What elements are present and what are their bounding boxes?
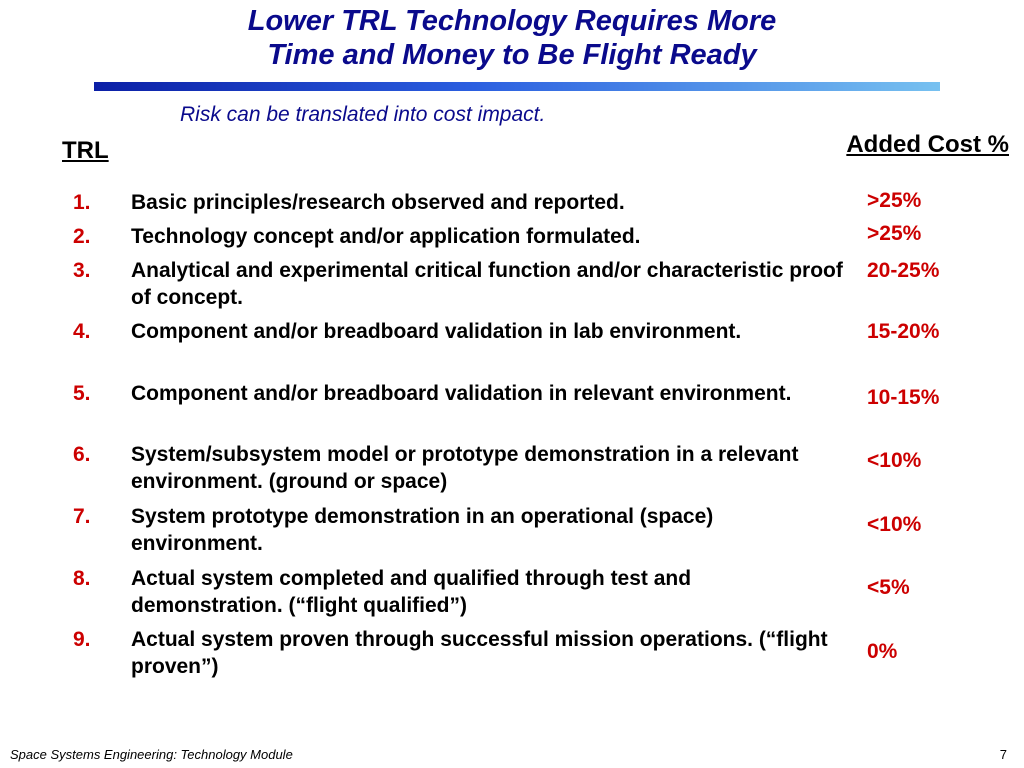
added-cost-value: <10% (867, 449, 922, 472)
slide-subtitle: Risk can be translated into cost impact. (180, 103, 546, 126)
trl-number: 8. (73, 567, 91, 590)
trl-description: System prototype demonstration in an operational (space) environment. (131, 505, 714, 555)
page-number: 7 (999, 747, 1007, 762)
trl-number: 2. (73, 225, 91, 248)
added-cost-column-header: Added Cost % (846, 131, 1009, 158)
trl-number: 1. (73, 191, 91, 214)
trl-number: 9. (73, 628, 91, 651)
trl-description: Component and/or breadboard validation in relevant environment. (131, 382, 792, 405)
trl-description: System/subsystem model or prototype demonstration in a relevant environment. (ground or space) (131, 443, 799, 493)
trl-number: 6. (73, 443, 91, 466)
added-cost-value: 10-15% (867, 386, 940, 409)
trl-description: Actual system proven through successful mission operations. (“flight proven”) (131, 628, 828, 678)
trl-description: Component and/or breadboard validation in lab environment. (131, 320, 742, 343)
trl-description: Basic principles/research observed and reported. (131, 191, 625, 214)
title-underline-bar (94, 82, 940, 91)
trl-column-header: TRL (62, 137, 109, 164)
added-cost-value: <10% (867, 513, 922, 536)
slide-title-line-2: Time and Money to Be Flight Ready (267, 39, 757, 71)
added-cost-value: <5% (867, 576, 910, 599)
added-cost-value: 15-20% (867, 320, 940, 343)
trl-description: Actual system completed and qualified through test and demonstration. (“flight qualified”) (131, 567, 692, 617)
trl-number: 4. (73, 320, 91, 343)
added-cost-value: 20-25% (867, 259, 940, 282)
added-cost-value: >25% (867, 222, 922, 245)
trl-number: 5. (73, 382, 91, 405)
trl-description: Technology concept and/or application formulated. (131, 225, 641, 248)
trl-description: Analytical and experimental critical function and/or characteristic proof of concept. (131, 259, 843, 309)
trl-number: 3. (73, 259, 91, 282)
footer-course-label: Space Systems Engineering: Technology Module (10, 747, 293, 762)
added-cost-value: >25% (867, 189, 922, 212)
slide-title-line-1: Lower TRL Technology Requires More (247, 5, 777, 37)
added-cost-value: 0% (867, 640, 898, 663)
trl-number: 7. (73, 505, 91, 528)
slide-title (0, 4, 1024, 72)
